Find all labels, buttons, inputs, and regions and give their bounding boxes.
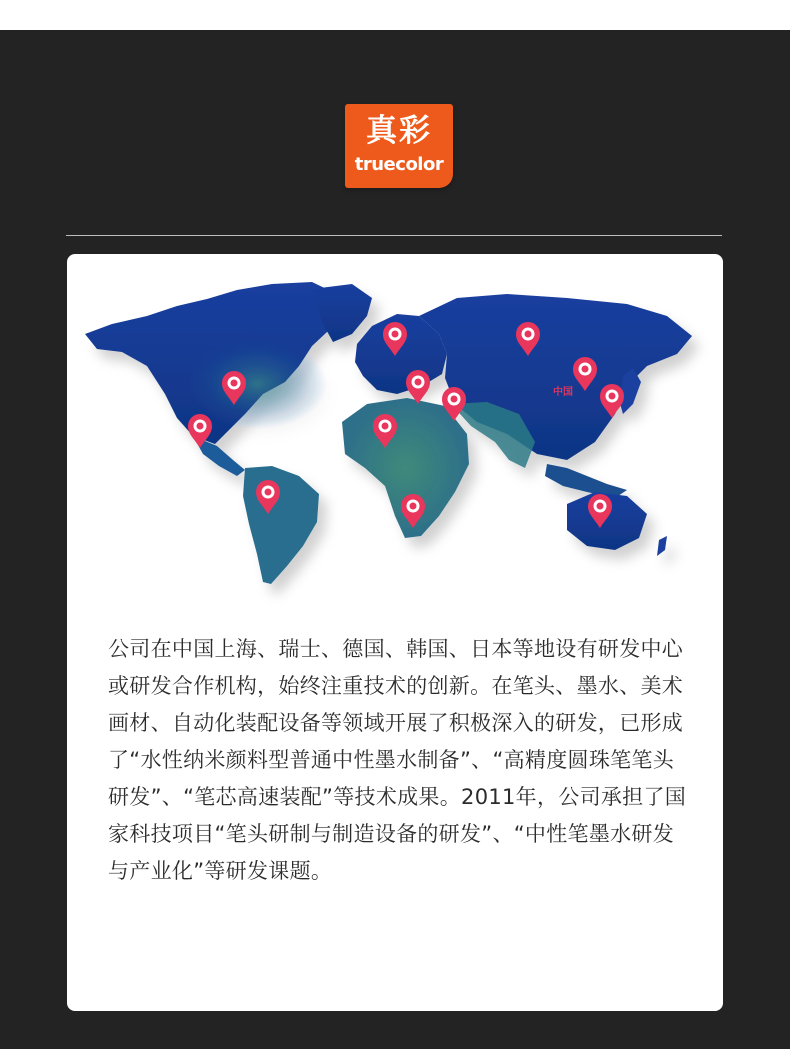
china-label: 中国 (553, 387, 573, 398)
world-map (67, 254, 723, 624)
logo-english-text: truecolor (354, 154, 444, 175)
truecolor-logo (345, 104, 453, 188)
content-card (67, 254, 723, 1011)
logo-chinese-text: 真彩 (366, 113, 432, 149)
south-america (243, 466, 319, 584)
top-white-strip (0, 0, 790, 30)
southeast-asia (545, 464, 627, 498)
company-rd-description: 公司在中国上海、瑞士、德国、韩国、日本等地设有研发中心或研发合作机构，始终注重技术的创新。在笔头、墨水、美术画材、自动化装配设备等领域开展了积极深入的研发，已形成了“水性纳米颜料型普通中性墨水制备”、“高精度圆珠笔笔头研发”、“笔芯高速装配”等技术成果。2011年，公司承担了国家科技项目“笔头研制与制造设备的研发”、“中性笔墨水研发与产业化”等研发课题。 (108, 637, 687, 883)
divider-line (66, 235, 722, 236)
new-zealand (657, 536, 667, 556)
